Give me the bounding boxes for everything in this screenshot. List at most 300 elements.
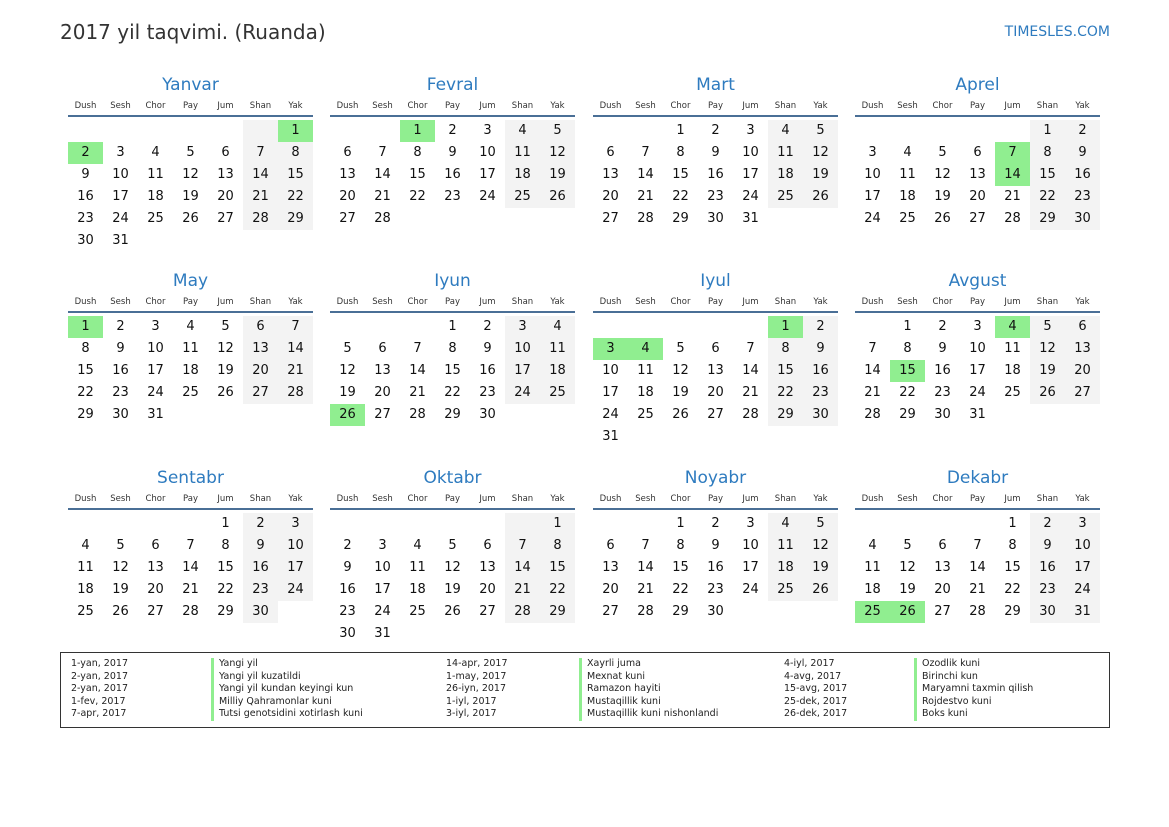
month-mart [593, 73, 838, 230]
day-cell: 11 [768, 535, 803, 557]
day-cell: 22 [1030, 186, 1065, 208]
day-cell: 20 [707, 385, 724, 400]
day-cell: 16 [77, 189, 94, 204]
weekday-label: Chor [670, 297, 691, 307]
day-cell: 4 [413, 538, 422, 553]
day-cell: 5 [803, 120, 838, 142]
day-cell: 26 [330, 404, 365, 426]
empty-cell [208, 120, 243, 142]
weekday-label: Dush [336, 101, 359, 111]
holiday-name: Ramazon hayiti [579, 683, 718, 696]
day-cell: 21 [864, 385, 881, 400]
day-cell: 2 [343, 538, 352, 553]
day-cell: 3 [278, 513, 313, 535]
day-cell: 6 [711, 341, 720, 356]
day-cell: 12 [217, 341, 234, 356]
weekday-header [593, 293, 838, 313]
day-cell: 14 [637, 167, 654, 182]
month-name: Mart [696, 75, 735, 95]
day-cell: 1 [278, 120, 313, 142]
day-cell: 25 [768, 186, 803, 208]
day-cell: 30 [1030, 601, 1065, 623]
weekday-label: Jum [479, 494, 496, 504]
day-cell: 10 [864, 167, 881, 182]
weekday-header [855, 490, 1100, 510]
day-cell: 19 [182, 189, 199, 204]
day-cell: 23 [77, 211, 94, 226]
day-cell: 2 [711, 516, 720, 531]
day-cell: 12 [934, 167, 951, 182]
weekday-label: Pay [708, 297, 723, 307]
site-link[interactable]: TIMESLES.COM [1004, 24, 1110, 40]
day-cell: 15 [540, 557, 575, 579]
weekday-label: Shan [511, 101, 534, 111]
weekday-label: Sesh [110, 494, 131, 504]
day-cell: 7 [868, 341, 877, 356]
day-cell: 2 [803, 316, 838, 338]
weekday-label: Jum [742, 101, 759, 111]
day-grid [593, 510, 838, 623]
day-cell: 2 [1030, 513, 1065, 535]
holiday-date: 26-iyn, 2017 [446, 683, 507, 694]
day-cell: 29 [1030, 208, 1065, 230]
weekday-header [330, 97, 575, 117]
day-cell: 16 [444, 167, 461, 182]
day-cell: 9 [1065, 142, 1100, 164]
empty-cell [925, 120, 960, 142]
holiday-date: 2-yan, 2017 [71, 683, 128, 694]
weekday-label: Dush [74, 494, 97, 504]
day-cell: 11 [768, 142, 803, 164]
day-cell: 19 [339, 385, 356, 400]
empty-cell [330, 316, 365, 338]
empty-cell [593, 513, 628, 535]
empty-cell [960, 513, 995, 535]
day-cell: 23 [934, 385, 951, 400]
day-cell: 10 [479, 145, 496, 160]
day-grid [593, 117, 838, 230]
day-cell: 30 [77, 233, 94, 248]
day-cell: 27 [217, 211, 234, 226]
day-cell: 27 [707, 407, 724, 422]
weekday-label: Sesh [372, 101, 393, 111]
day-cell: 12 [803, 142, 838, 164]
day-cell: 26 [444, 604, 461, 619]
weekday-label: Jum [742, 297, 759, 307]
day-cell: 17 [374, 582, 391, 597]
weekday-label: Pay [183, 494, 198, 504]
day-cell: 5 [938, 145, 947, 160]
holiday-name: Mustaqillik kuni [579, 696, 718, 709]
weekday-label: Dush [861, 297, 884, 307]
empty-cell [593, 316, 628, 338]
day-cell: 3 [1065, 513, 1100, 535]
day-cell: 30 [934, 407, 951, 422]
weekday-label: Chor [145, 101, 166, 111]
day-cell: 14 [409, 363, 426, 378]
day-cell: 6 [378, 341, 387, 356]
day-cell: 14 [243, 164, 278, 186]
holiday-date: 2-yan, 2017 [71, 670, 128, 682]
day-cell: 16 [479, 363, 496, 378]
day-cell: 17 [864, 189, 881, 204]
month-name: Sentabr [157, 468, 224, 488]
empty-cell [890, 513, 925, 535]
empty-cell [330, 120, 365, 142]
day-cell: 11 [1004, 341, 1021, 356]
day-cell: 29 [540, 601, 575, 623]
day-cell: 19 [803, 164, 838, 186]
day-cell: 12 [899, 560, 916, 575]
day-cell: 9 [711, 538, 720, 553]
day-cell: 12 [339, 363, 356, 378]
holiday-date: 1-iyl, 2017 [446, 695, 497, 707]
day-cell: 13 [602, 560, 619, 575]
day-cell: 8 [413, 145, 422, 160]
day-cell: 30 [479, 407, 496, 422]
weekday-label: Dush [861, 101, 884, 111]
weekday-label: Dush [599, 101, 622, 111]
day-cell: 24 [742, 582, 759, 597]
day-cell: 9 [116, 341, 125, 356]
holiday-name: Yangi yil [211, 658, 363, 671]
day-cell: 28 [278, 382, 313, 404]
day-cell: 21 [182, 582, 199, 597]
day-cell: 7 [746, 341, 755, 356]
day-cell: 7 [413, 341, 422, 356]
day-cell: 22 [278, 186, 313, 208]
day-cell: 25 [77, 604, 94, 619]
empty-cell [505, 513, 540, 535]
day-cell: 29 [444, 407, 461, 422]
day-cell: 28 [637, 211, 654, 226]
weekday-header [330, 490, 575, 510]
day-cell: 11 [637, 363, 654, 378]
month-name: Iyun [434, 271, 471, 291]
weekday-label: Chor [145, 297, 166, 307]
month-name: Fevral [426, 75, 479, 95]
day-cell: 24 [479, 189, 496, 204]
day-cell: 24 [969, 385, 986, 400]
day-cell: 21 [409, 385, 426, 400]
day-cell: 6 [938, 538, 947, 553]
day-cell: 15 [77, 363, 94, 378]
weekday-label: Yak [550, 101, 565, 111]
day-cell: 28 [374, 211, 391, 226]
weekday-label: Sesh [635, 101, 656, 111]
weekday-label: Shan [774, 297, 797, 307]
day-cell: 5 [540, 120, 575, 142]
weekday-label: Yak [1075, 101, 1090, 111]
day-cell: 14 [864, 363, 881, 378]
holiday-date: 1-fev, 2017 [71, 695, 126, 707]
day-cell: 1 [1030, 120, 1065, 142]
day-cell: 4 [540, 316, 575, 338]
day-cell: 25 [637, 407, 654, 422]
holiday-date: 14-apr, 2017 [446, 658, 508, 669]
day-cell: 8 [221, 538, 230, 553]
day-cell: 29 [768, 404, 803, 426]
empty-cell [960, 120, 995, 142]
holiday-names-column [914, 658, 1033, 721]
empty-cell [365, 120, 400, 142]
day-cell: 1 [221, 516, 230, 531]
day-cell: 9 [483, 341, 492, 356]
empty-cell [733, 316, 768, 338]
day-cell: 31 [602, 429, 619, 444]
day-cell: 15 [672, 167, 689, 182]
day-cell: 25 [855, 601, 890, 623]
day-cell: 28 [637, 604, 654, 619]
day-cell: 6 [973, 145, 982, 160]
weekday-label: Yak [550, 297, 565, 307]
empty-cell [855, 120, 890, 142]
day-cell: 21 [1004, 189, 1021, 204]
day-cell: 1 [448, 319, 457, 334]
day-cell: 23 [803, 382, 838, 404]
holiday-date: 3-iyl, 2017 [446, 708, 497, 719]
day-cell: 8 [278, 142, 313, 164]
day-grid [593, 313, 838, 448]
day-cell: 18 [1004, 363, 1021, 378]
day-cell: 13 [374, 363, 391, 378]
weekday-label: Pay [183, 297, 198, 307]
weekday-label: Sesh [635, 297, 656, 307]
day-cell: 16 [707, 167, 724, 182]
day-cell: 1 [1008, 516, 1017, 531]
month-iyul [593, 269, 838, 448]
day-cell: 29 [278, 208, 313, 230]
day-cell: 27 [602, 211, 619, 226]
weekday-label: Sesh [897, 101, 918, 111]
day-cell: 18 [899, 189, 916, 204]
day-cell: 20 [602, 189, 619, 204]
day-cell: 25 [409, 604, 426, 619]
day-cell: 1 [400, 120, 435, 142]
day-cell: 26 [217, 385, 234, 400]
day-cell: 13 [339, 167, 356, 182]
month-fevral [330, 73, 575, 230]
day-cell: 20 [934, 582, 951, 597]
day-cell: 4 [81, 538, 90, 553]
day-cell: 31 [147, 407, 164, 422]
empty-cell [855, 513, 890, 535]
empty-cell [68, 120, 103, 142]
weekday-label: Chor [932, 297, 953, 307]
weekday-label: Sesh [635, 494, 656, 504]
day-cell: 5 [676, 341, 685, 356]
day-cell: 20 [1065, 360, 1100, 382]
day-cell: 18 [768, 164, 803, 186]
day-cell: 15 [217, 560, 234, 575]
weekday-label: Sesh [110, 297, 131, 307]
day-cell: 5 [1030, 316, 1065, 338]
day-cell: 1 [68, 316, 103, 338]
day-cell: 4 [628, 338, 663, 360]
day-cell: 13 [934, 560, 951, 575]
day-cell: 24 [147, 385, 164, 400]
day-cell: 29 [77, 407, 94, 422]
holiday-date: 26-dek, 2017 [784, 708, 848, 719]
day-cell: 23 [479, 385, 496, 400]
day-cell: 13 [243, 338, 278, 360]
empty-cell [628, 316, 663, 338]
month-name: Noyabr [684, 468, 747, 488]
day-cell: 3 [746, 516, 755, 531]
month-name: Aprel [955, 75, 1000, 95]
day-cell: 31 [374, 626, 391, 641]
day-cell: 26 [1030, 382, 1065, 404]
day-cell: 18 [409, 582, 426, 597]
empty-cell [628, 513, 663, 535]
weekday-label: Jum [1004, 494, 1021, 504]
day-cell: 31 [1065, 601, 1100, 623]
day-grid [68, 117, 313, 252]
weekday-label: Yak [1075, 494, 1090, 504]
day-cell: 10 [147, 341, 164, 356]
day-cell: 22 [444, 385, 461, 400]
day-cell: 22 [768, 382, 803, 404]
day-cell: 26 [803, 186, 838, 208]
day-cell: 19 [934, 189, 951, 204]
day-cell: 10 [374, 560, 391, 575]
day-cell: 30 [112, 407, 129, 422]
empty-cell [698, 316, 733, 338]
weekday-label: Chor [670, 494, 691, 504]
day-cell: 26 [182, 211, 199, 226]
weekday-label: Shan [249, 101, 272, 111]
day-cell: 13 [602, 167, 619, 182]
day-cell: 4 [505, 120, 540, 142]
day-cell: 5 [186, 145, 195, 160]
day-cell: 4 [768, 120, 803, 142]
holiday-date: 15-avg, 2017 [784, 683, 848, 694]
weekday-label: Jum [217, 494, 234, 504]
day-cell: 30 [1065, 208, 1100, 230]
day-cell: 7 [278, 316, 313, 338]
day-cell: 25 [147, 211, 164, 226]
day-cell: 2 [448, 123, 457, 138]
day-cell: 8 [540, 535, 575, 557]
holiday-name: Birinchi kun [914, 671, 1033, 684]
holiday-names-column [211, 658, 363, 721]
empty-cell [243, 120, 278, 142]
day-cell: 18 [768, 557, 803, 579]
day-grid [68, 510, 313, 623]
day-cell: 7 [378, 145, 387, 160]
weekday-label: Yak [550, 494, 565, 504]
day-cell: 31 [969, 407, 986, 422]
weekday-label: Chor [932, 101, 953, 111]
weekday-label: Shan [511, 297, 534, 307]
day-cell: 23 [707, 582, 724, 597]
day-cell: 20 [479, 582, 496, 597]
day-cell: 27 [934, 604, 951, 619]
day-cell: 16 [803, 360, 838, 382]
day-grid [330, 117, 575, 230]
month-name: Dekabr [946, 468, 1009, 488]
day-cell: 15 [444, 363, 461, 378]
day-cell: 23 [112, 385, 129, 400]
weekday-label: Chor [407, 101, 428, 111]
day-cell: 23 [1065, 186, 1100, 208]
day-cell: 11 [899, 167, 916, 182]
day-cell: 23 [1030, 579, 1065, 601]
day-cell: 14 [742, 363, 759, 378]
day-cell: 12 [672, 363, 689, 378]
day-cell: 5 [116, 538, 125, 553]
day-cell: 10 [969, 341, 986, 356]
day-grid [68, 313, 313, 426]
weekday-label: Yak [1075, 297, 1090, 307]
month-oktabr [330, 466, 575, 645]
weekday-label: Sesh [372, 494, 393, 504]
day-cell: 15 [278, 164, 313, 186]
weekday-label: Shan [511, 494, 534, 504]
day-cell: 9 [711, 145, 720, 160]
weekday-label: Pay [445, 101, 460, 111]
holiday-names-column [579, 658, 718, 721]
month-aprel [855, 73, 1100, 230]
day-cell: 15 [409, 167, 426, 182]
day-cell: 24 [1065, 579, 1100, 601]
weekday-label: Shan [774, 101, 797, 111]
day-cell: 11 [409, 560, 426, 575]
day-cell: 19 [217, 363, 234, 378]
day-cell: 15 [672, 560, 689, 575]
day-cell: 3 [116, 145, 125, 160]
day-cell: 8 [676, 538, 685, 553]
day-cell: 6 [151, 538, 160, 553]
day-cell: 22 [1004, 582, 1021, 597]
day-cell: 8 [1008, 538, 1017, 553]
day-cell: 3 [973, 319, 982, 334]
day-cell: 3 [868, 145, 877, 160]
day-cell: 27 [374, 407, 391, 422]
day-cell: 2 [483, 319, 492, 334]
day-cell: 22 [77, 385, 94, 400]
day-cell: 5 [343, 341, 352, 356]
holiday-name: Mexnat kuni [579, 671, 718, 684]
day-cell: 22 [672, 582, 689, 597]
day-cell: 19 [1030, 360, 1065, 382]
day-cell: 25 [768, 579, 803, 601]
day-cell: 12 [444, 560, 461, 575]
day-cell: 6 [243, 316, 278, 338]
day-cell: 9 [938, 341, 947, 356]
day-cell: 16 [1065, 164, 1100, 186]
day-cell: 26 [890, 601, 925, 623]
day-cell: 25 [899, 211, 916, 226]
day-cell: 22 [672, 189, 689, 204]
day-cell: 17 [1065, 557, 1100, 579]
weekday-label: Chor [932, 494, 953, 504]
day-cell: 16 [243, 557, 278, 579]
day-cell: 28 [505, 601, 540, 623]
day-cell: 2 [68, 142, 103, 164]
holiday-name: Ozodlik kuni [914, 658, 1033, 671]
month-name: May [172, 271, 209, 291]
day-cell: 21 [637, 189, 654, 204]
empty-cell [103, 513, 138, 535]
day-cell: 8 [903, 341, 912, 356]
day-cell: 6 [606, 538, 615, 553]
day-cell: 8 [448, 341, 457, 356]
day-cell: 7 [186, 538, 195, 553]
empty-cell [330, 513, 365, 535]
weekday-label: Shan [249, 297, 272, 307]
day-cell: 5 [803, 513, 838, 535]
